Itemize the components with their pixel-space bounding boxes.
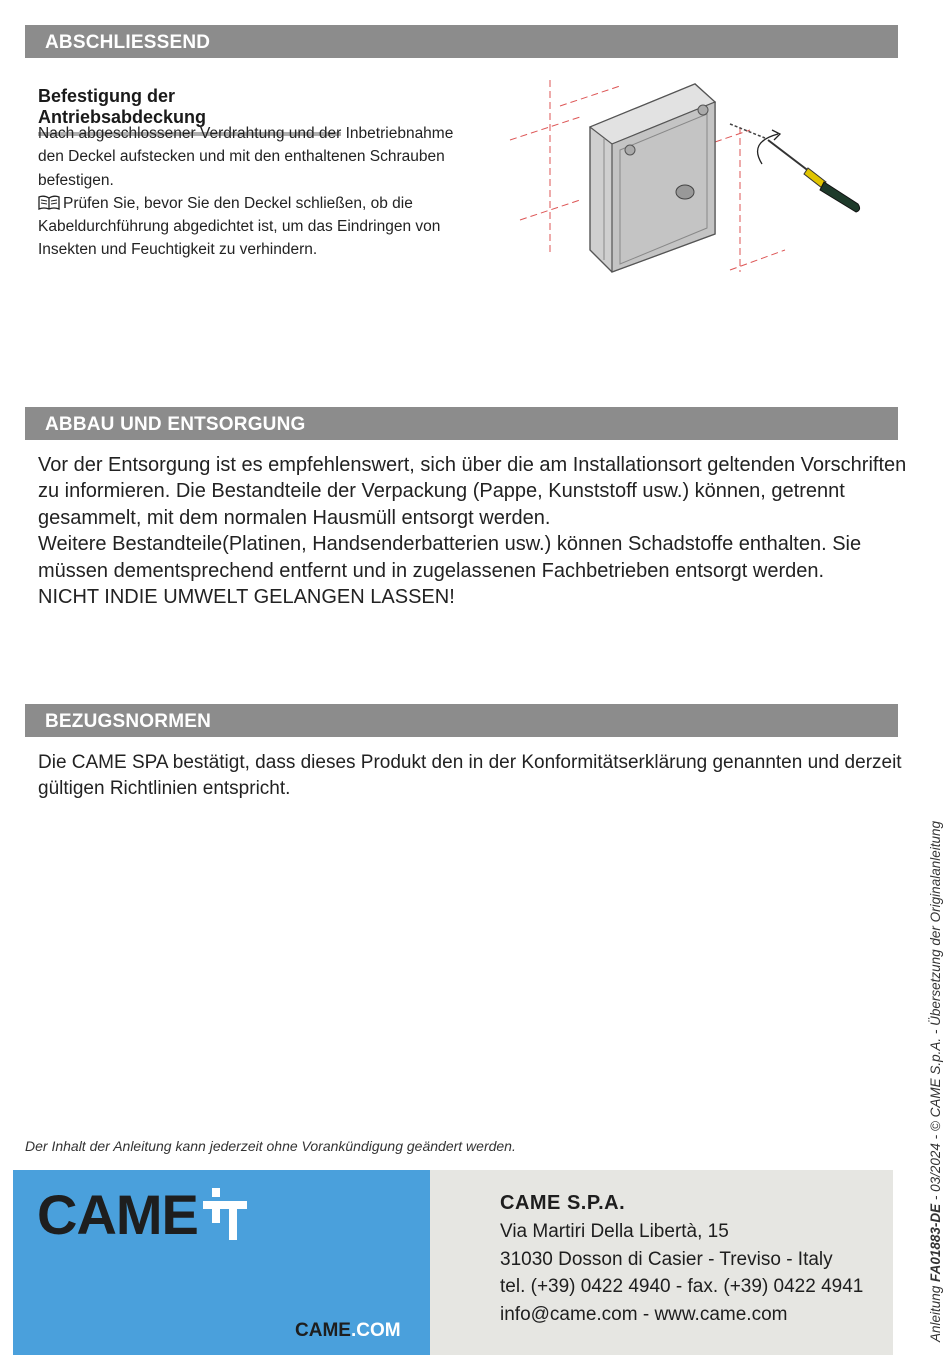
standards-para: Die CAME SPA bestätigt, dass dieses Produkt den in der Konformitätserklärung genannten und derzeit gültigen Richtlinien entspricht. (38, 752, 902, 799)
footer-brand-panel (13, 1170, 430, 1355)
closing-text-2 (38, 192, 478, 262)
cover-mounting-illustration (500, 72, 880, 282)
contact-line[interactable]: info@came.com - www.came.com (500, 1304, 788, 1326)
control-box (590, 84, 715, 272)
disposal-text (38, 452, 908, 610)
document-reference (928, 821, 943, 1342)
section-header-disposal: ABBAU UND ENTSORGUNG (25, 407, 898, 440)
closing-instructions (38, 122, 478, 262)
site-prefix: CAME (295, 1320, 351, 1341)
doc-rest: - 03/2024 - © CAME S.p.A. - Übersetzung der Originalanleitung (928, 821, 943, 1204)
address-line-1: Via Martiri Della Libertà, 15 (500, 1220, 729, 1242)
footer-address-panel (430, 1170, 893, 1355)
subsection-title: Befestigung der Antriebsabdeckung (38, 86, 341, 136)
doc-prefix: Anleitung (928, 1285, 943, 1342)
disposal-para-2: Weitere Bestandteile(Platinen, Handsenderbatterien usw.) können Schadstoffe enthalten. Sie müssen dementsprechend entfernt und in zugelassenen Fachbetrieben entsorgt werden. (38, 533, 862, 582)
company-address (500, 1190, 863, 1329)
disclaimer: Der Inhalt der Anleitung kann jederzeit ohne Vorankündigung geändert werden. (25, 1138, 516, 1154)
address-line-2: 31030 Dosson di Casier - Treviso - Italy (500, 1248, 833, 1270)
disposal-para-1: Vor der Entsorgung ist es empfehlenswert, sich über die am Installationsort geltenden Vorschriften zu informieren. Die Bestandteile der Verpackung (Pappe, Kunststoff usw.) können, getrennt gesammelt, mit dem normalen Hausmüll entsorgt werden. (38, 454, 907, 529)
closing-text-1: Nach abgeschlossener Verdrahtung und der Inbetriebnahme den Deckel aufstecken und mit den enthaltenen Schrauben befestigen. (38, 125, 454, 189)
came-logo-text: CAME (37, 1183, 198, 1246)
section-header-standards: BEZUGSNORMEN (25, 704, 898, 737)
brand-website[interactable] (295, 1320, 401, 1342)
standards-text (38, 750, 908, 801)
screwdriver-icon (730, 124, 860, 212)
disposal-warning: NICHT INDIE UMWELT GELANGEN LASSEN! (38, 586, 455, 609)
closing-text-2-body: Prüfen Sie, bevor Sie den Deckel schließen, ob die Kabeldurchführung abgedichtet ist, um das Eindringen von Insekten und Feuchtigkeit zu verhindern. (38, 194, 441, 259)
company-name: CAME S.P.A. (500, 1192, 626, 1214)
section-header-closing: ABSCHLIESSEND (25, 25, 898, 58)
phone-line: tel. (+39) 0422 4940 - fax. (+39) 0422 4941 (500, 1276, 864, 1298)
site-suffix: .COM (350, 1320, 401, 1341)
came-logo-mark (203, 1188, 247, 1240)
doc-code: FA01883-DE (928, 1203, 943, 1282)
book-icon (38, 195, 60, 210)
